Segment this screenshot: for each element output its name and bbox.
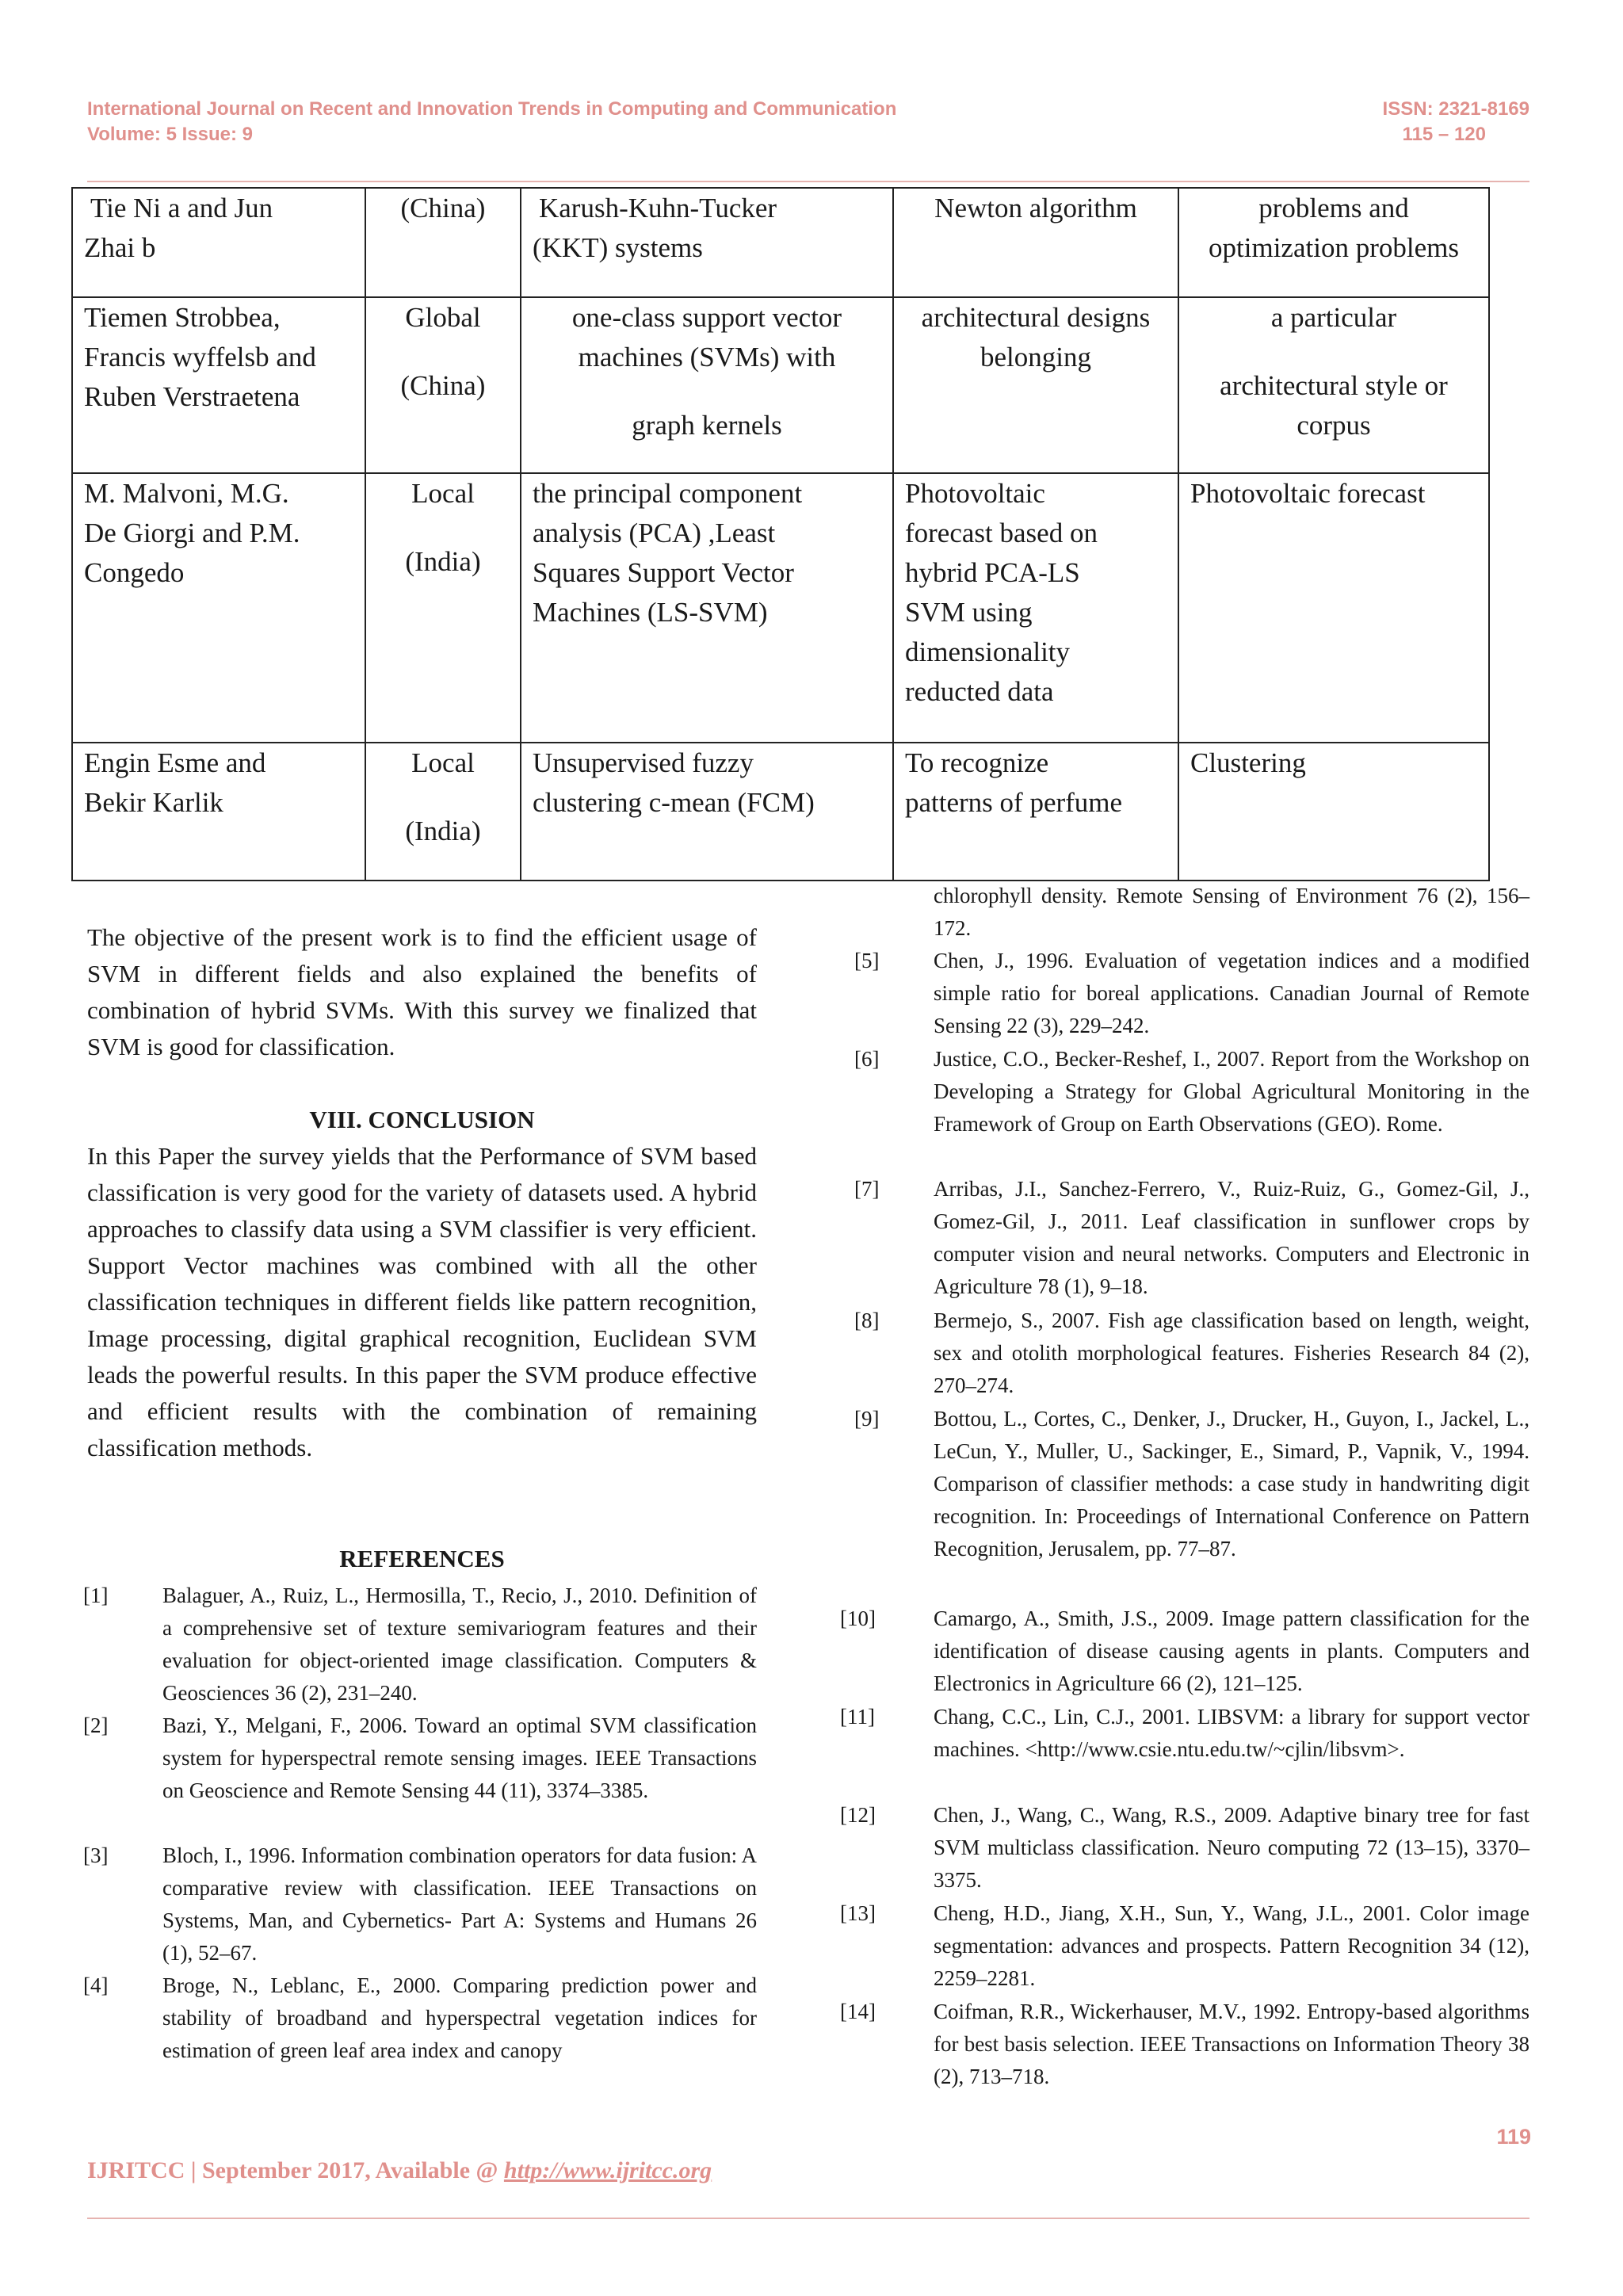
survey-table — [71, 187, 1490, 881]
cell-region: Local (India) — [365, 473, 521, 743]
header-rule — [87, 181, 1529, 182]
journal-title: International Journal on Recent and Innovation Trends in Computing and Communication — [87, 98, 897, 120]
cell-application: Newton algorithm — [893, 188, 1178, 297]
page-number: 119 — [1496, 2125, 1531, 2149]
cell-technique: Unsupervised fuzzy clustering c-mean (FCM) — [521, 743, 893, 881]
cell-application: architectural designs belonging — [893, 297, 1178, 473]
cell-authors: Tiemen Strobbea, Francis wyffelsb and Ruben Verstraetena — [72, 297, 365, 473]
cell-result: Photovoltaic forecast — [1178, 473, 1489, 743]
journal-link[interactable]: http://www.ijritcc.org — [503, 2157, 712, 2183]
cell-authors: M. Malvoni, M.G. De Giorgi and P.M. Congedo — [72, 473, 365, 743]
cell-authors: Tie Ni a and Jun Zhai b — [72, 188, 365, 297]
intro-paragraph: The objective of the present work is to find the efficient usage of SVM in different fields and also explained the benefits of combination of hybrid SVMs. With this survey we finalized that SVM is good for classification. — [87, 923, 757, 1060]
cell-result: Clustering — [1178, 743, 1489, 881]
footer-text: IJRITCC | September 2017, Available @ http://www.ijritcc.org — [87, 2157, 712, 2183]
cell-result: problems and optimization problems — [1178, 188, 1489, 297]
cell-technique: the principal component analysis (PCA) ,Least Squares Support Vector Machines (LS-SVM) — [521, 473, 893, 743]
cell-region: (China) — [365, 188, 521, 297]
cell-technique: Karush-Kuhn-Tucker (KKT) systems — [521, 188, 893, 297]
page-range: 115 – 120 — [1402, 124, 1486, 145]
table-row — [72, 297, 1489, 473]
conclusion-paragraph: In this Paper the survey yields that the Performance of SVM based classification is very good for the variety of datasets used. A hybrid approaches to classify data using a SVM classifier is very efficient. Support Vector machines was combined with all the other classification techniques in different fields like pattern recognition, Image processing, digital graphical recognition, Euclidean SVM leads the powerful results. In this paper the SVM produce effective and efficient results with the combination of remaining classification methods. — [87, 1142, 757, 1461]
footer-rule — [87, 2218, 1529, 2219]
table-row — [72, 743, 1489, 881]
table-row — [72, 473, 1489, 743]
cell-region: Local (India) — [365, 743, 521, 881]
issn: ISSN: 2321-8169 — [1382, 98, 1529, 120]
cell-region: Global (China) — [365, 297, 521, 473]
cell-authors: Engin Esme and Bekir Karlik — [72, 743, 365, 881]
volume-issue: Volume: 5 Issue: 9 — [87, 124, 253, 145]
cell-application: Photovoltaic forecast based on hybrid PCA-LS SVM using dimensionality reducted data — [893, 473, 1178, 743]
cell-result: a particular architectural style or corpus — [1178, 297, 1489, 473]
table-row — [72, 188, 1489, 297]
cell-technique: one-class support vector machines (SVMs) with graph kernels — [521, 297, 893, 473]
references-heading: REFERENCES — [339, 1545, 505, 1572]
cell-application: To recognize patterns of perfume — [893, 743, 1178, 881]
conclusion-heading: VIII. CONCLUSION — [309, 1106, 535, 1133]
